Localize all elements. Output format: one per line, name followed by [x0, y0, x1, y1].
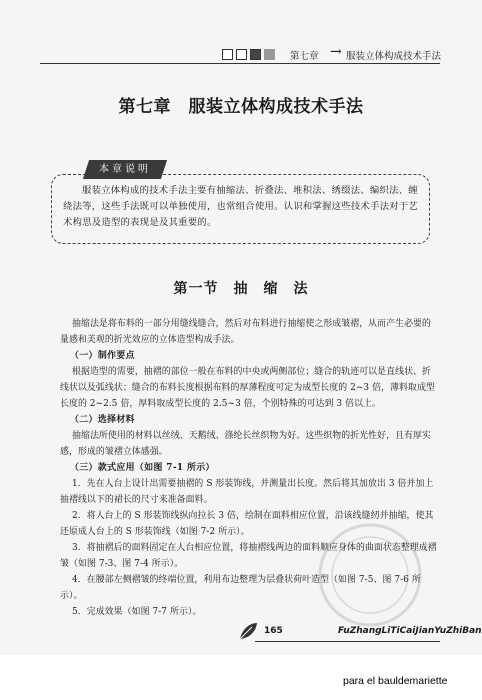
step-paragraph: 5．完成效果（如图 7-7 所示）。	[72, 607, 202, 617]
arrow-right-icon: →	[330, 44, 342, 60]
header-square	[222, 49, 233, 60]
header-chapter-tag: 第七章	[290, 51, 319, 62]
header-square	[236, 49, 247, 60]
summary-label	[83, 160, 167, 179]
credit-text: para el bauldemariette	[343, 675, 448, 687]
paragraph: 抽缩法所使用的材料以丝绒、天鹅绒、涤纶长丝织物为好。这些织物的折光性好，且有厚实感，形成的皱褶立体感强。	[60, 431, 431, 457]
footer-book-title: FuZhangLiTiCaiJianYuZhiBan	[338, 626, 482, 636]
step-paragraph: 1．先在人台上设计出需要抽褶的 S 形装饰线，并测量出长度。然后将其加放出 3 倍并加上抽褶线以下的裙长的尺寸来准备面料。	[60, 479, 434, 505]
watermark-seal	[310, 520, 430, 635]
subheading: （一）制作要点	[70, 351, 135, 361]
header-square	[264, 49, 275, 60]
section-title: 第一节 抽 缩 法	[173, 281, 309, 297]
page-number: 165	[264, 626, 283, 636]
header-title: 服装立体构成技术手法	[346, 51, 442, 62]
subheading: （三）款式应用（如图 7-1 所示）	[70, 463, 215, 473]
summary-label-text: 本章说明	[99, 164, 151, 175]
leaf-icon	[238, 621, 258, 641]
step-paragraph: 3．将抽褶后的面料固定在人台相应位置，将抽褶线两边的面料顺应身体的曲面状态整理成褶皱（如图 7-3、图 7-4 所示）。	[60, 543, 437, 569]
chapter-title: 第七章 服装立体构成技术手法	[118, 97, 364, 117]
footer-rule	[255, 641, 440, 642]
header-square	[250, 49, 261, 60]
step-paragraph: 4．在腰部左侧褶皱的终端位置，利用布边整理为层叠状荷叶造型（如图 7-5、图 7-6 所示）。	[60, 575, 421, 601]
summary-text: 服装立体构成的技术手法主要有抽缩法、折叠法、堆积法、绣缀法、编织法、缠绕法等，这些手法既可以单独使用，也常组合使用。认识和掌握这些技术手法对于艺术构思及造型的表现是及其重要的。	[63, 185, 419, 228]
step-paragraph: 2．将人台上的 S 形装饰线纵向拉长 3 倍，绘制在面料相应位置，沿该线缝纫并抽缩，使其还原成人台上的 S 形装饰线（如图 7-2 所示）。	[60, 511, 434, 537]
intro-paragraph: 抽缩法是将布料的一部分用缝线缝合，然后对布料进行抽缩使之形成皱褶，从而产生必要的量感和美观的折光效应的立体造型构成手法。	[60, 319, 431, 345]
header-rule	[40, 63, 440, 64]
header-decoration	[222, 49, 275, 60]
paragraph: 根据造型的需要，抽褶的部位一般在布料的中央或两侧部位；缝合的轨迹可以是直线状、折线状以及弧线状；缝合的布料长度根据布料的厚薄程度可定为成型长度的 2~3 倍，薄料取成型长度的 2~2.5 倍，厚料取成型长度的 2.5~3 倍，个别特殊的可达到 3 倍以上。	[60, 367, 435, 409]
subheading: （二）选择材料	[70, 415, 135, 425]
